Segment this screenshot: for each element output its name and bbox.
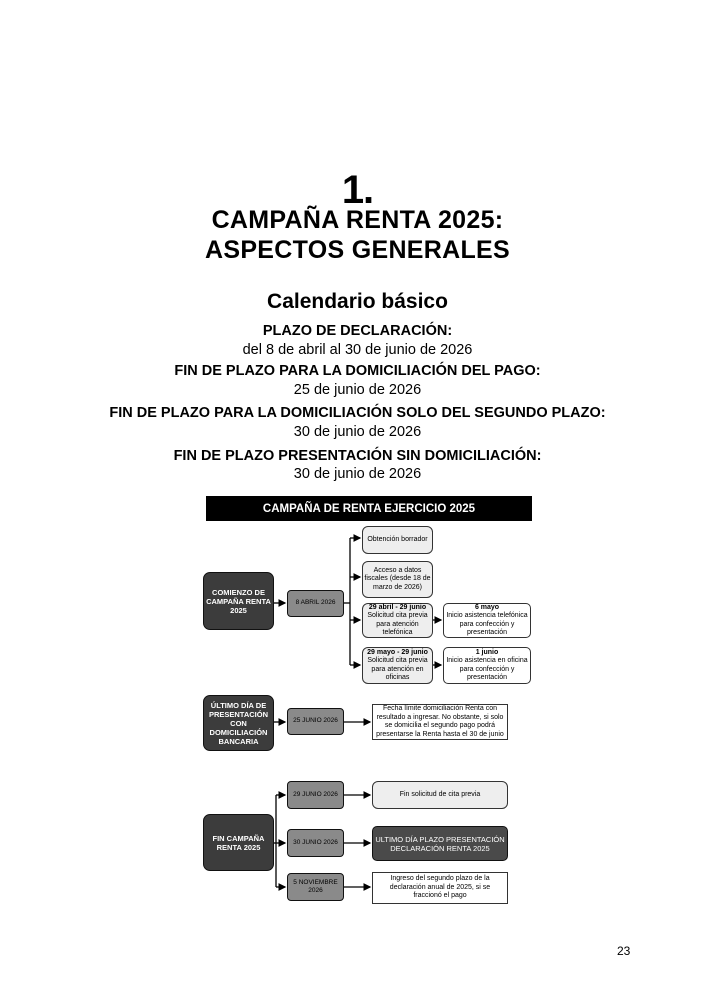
chapter-title-line2: ASPECTOS GENERALES	[205, 236, 510, 264]
box-fin-cita-previa: Fin solicitud de cita previa	[372, 781, 508, 809]
calendar-heading: Calendario básico	[267, 290, 448, 313]
cita-oficinas-dates: 29 mayo - 29 junio	[367, 648, 428, 656]
diagram-banner: CAMPAÑA DE RENTA EJERCICIO 2025	[206, 496, 532, 521]
box-date-30-junio: 30 JUNIO 2026	[287, 829, 344, 857]
calendar-label-sin-domiciliacion: FIN DE PLAZO PRESENTACIÓN SIN DOMICILIACIÓN:	[173, 448, 542, 464]
page-number: 23	[617, 944, 631, 958]
box-acceso-datos: Acceso a datos fiscales (desde 18 de marzo de 2026)	[362, 561, 433, 598]
calendar-value-segundo-plazo: 30 de junio de 2026	[293, 424, 422, 440]
box-ultimo-dia-presentacion: ULTIMO DÍA PLAZO PRESENTACIÓN DECLARACIÓN RENTA 2025	[372, 826, 508, 861]
box-cita-telefonica	[362, 603, 433, 638]
cita-telefonica-text: Solicitud cita previa para atención telefónica	[367, 612, 428, 636]
cita-oficinas-text: Solicitud cita previa para atención en oficinas	[367, 657, 428, 681]
box-fin-campana: FIN CAMPAÑA RENTA 2025	[203, 814, 274, 871]
calendar-label-segundo-plazo: FIN DE PLAZO PARA LA DOMICILIACIÓN SOLO DEL SEGUNDO PLAZO:	[109, 405, 606, 421]
calendar-value-sin-domiciliacion: 30 de junio de 2026	[293, 466, 422, 482]
box-date-29-junio: 29 JUNIO 2026	[287, 781, 344, 809]
calendar-value-domiciliacion: 25 de junio de 2026	[293, 382, 422, 398]
asistencia-oficina-date: 1 junio	[475, 648, 499, 656]
chapter-title-line1: CAMPAÑA RENTA 2025:	[211, 206, 504, 234]
box-ultimo-dia-domiciliacion: ÚLTIMO DÍA DE PRESENTACIÓN CON DOMICILIACIÓN BANCARIA	[203, 695, 274, 751]
cita-telefonica-dates: 29 abril - 29 junio	[368, 603, 427, 611]
box-obtencion-borrador: Obtención borrador	[362, 526, 433, 554]
calendar-label-plazo: PLAZO DE DECLARACIÓN:	[262, 323, 453, 339]
box-comienzo-campana: COMIENZO DE CAMPAÑA RENTA 2025	[203, 572, 274, 630]
box-date-5-noviembre: 5 NOVIEMBRE 2026	[287, 873, 344, 901]
box-date-8-abril: 8 ABRIL 2026	[287, 590, 344, 617]
box-asistencia-oficina	[443, 647, 531, 684]
box-ingreso-segundo-plazo: Ingreso del segundo plazo de la declaración anual de 2025, si se fraccionó el pago	[372, 872, 508, 904]
box-date-25-junio: 25 JUNIO 2026	[287, 708, 344, 735]
asistencia-telefonica-date: 6 mayo	[474, 603, 500, 611]
asistencia-telefonica-text: Inicio asistencia telefónica para confección y presentación	[446, 612, 528, 636]
box-cita-oficinas	[362, 647, 433, 684]
calendar-label-domiciliacion: FIN DE PLAZO PARA LA DOMICILIACIÓN DEL PAGO:	[174, 363, 541, 379]
calendar-value-plazo: del 8 de abril al 30 de junio de 2026	[242, 342, 473, 358]
chapter-number: 1.	[341, 168, 374, 212]
asistencia-oficina-text: Inicio asistencia en oficina para confección y presentación	[446, 657, 528, 681]
box-fecha-limite-domiciliacion: Fecha límite domiciliación Renta con resultado a ingresar. No obstante, si solo se domicilia el segundo pago podrá presentarse la Renta hasta el 30 de junio	[372, 704, 508, 740]
box-asistencia-telefonica	[443, 603, 531, 638]
